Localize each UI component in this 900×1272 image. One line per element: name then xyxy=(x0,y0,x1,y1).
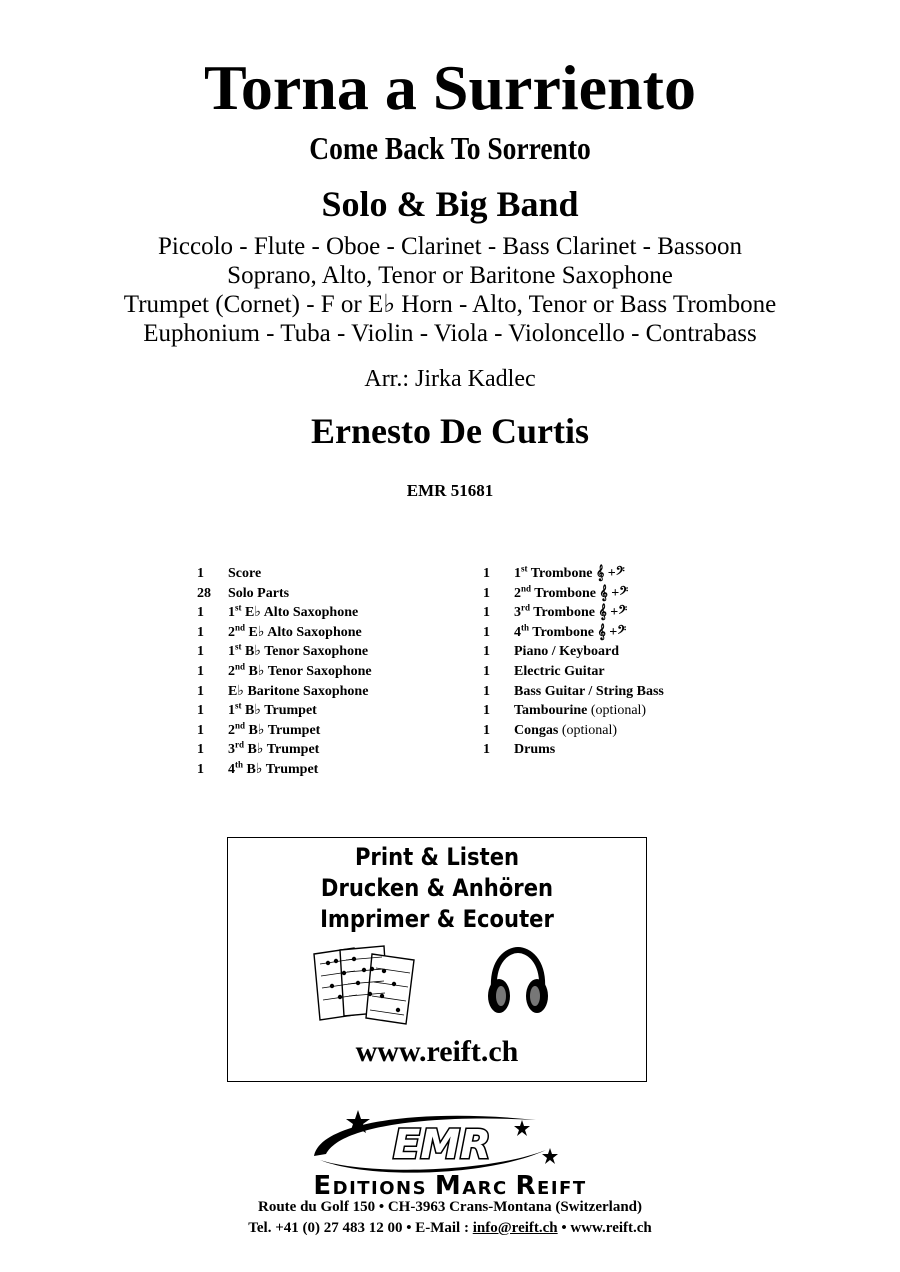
part-instrument: Tenor Saxophone xyxy=(267,663,372,679)
clef-icon: 𝄞 +𝄢 xyxy=(599,585,629,601)
part-row xyxy=(197,584,372,604)
part-instrument: Trombone xyxy=(532,624,594,640)
part-name xyxy=(514,603,627,623)
part-ordinal-suffix: st xyxy=(235,641,242,652)
part-quantity: 1 xyxy=(483,624,490,640)
part-name xyxy=(514,682,664,702)
part-name xyxy=(228,564,261,584)
logo-text: EMR xyxy=(393,1122,491,1168)
part-instrument: Trumpet xyxy=(264,703,317,719)
part-ordinal-suffix: st xyxy=(235,700,242,711)
part-quantity: 1 xyxy=(197,624,204,640)
sheet-music-icon xyxy=(310,944,422,1028)
part-row xyxy=(197,721,372,741)
part-instrument: Congas xyxy=(514,722,559,738)
part-row xyxy=(483,662,664,682)
part-ordinal: 3 xyxy=(514,605,521,621)
part-key: B♭ xyxy=(248,663,265,679)
part-quantity: 1 xyxy=(197,644,204,660)
part-name xyxy=(514,721,617,741)
part-optional: (optional) xyxy=(590,703,647,719)
part-quantity: 1 xyxy=(197,605,204,621)
part-row xyxy=(197,603,372,623)
clef-icon: 𝄞 +𝄢 xyxy=(598,605,628,621)
publisher-contact xyxy=(0,1219,900,1237)
publisher-name: EDITIONS MARC REIFT xyxy=(313,1171,587,1201)
part-ordinal: 2 xyxy=(228,624,235,640)
promo-line: Drucken & Anhören xyxy=(320,874,554,902)
part-quantity: 1 xyxy=(197,566,204,581)
part-row xyxy=(483,701,664,721)
part-row xyxy=(483,721,664,741)
part-quantity: 1 xyxy=(197,742,204,758)
part-quantity: 1 xyxy=(483,722,490,738)
promo-line: Imprimer & Ecouter xyxy=(320,905,554,933)
instrument-line: Trumpet (Cornet) - F or E♭ Horn - Alto, Tenor or Bass Trombone xyxy=(123,291,777,318)
part-ordinal-suffix: rd xyxy=(235,739,244,750)
part-row xyxy=(197,682,372,702)
part-ordinal: 1 xyxy=(514,566,521,581)
part-name xyxy=(228,603,358,623)
star-icon xyxy=(542,1148,558,1164)
parts-list-right xyxy=(483,564,664,760)
part-ordinal-suffix: nd xyxy=(235,720,246,731)
part-name xyxy=(514,564,625,584)
part-ordinal: 2 xyxy=(228,722,235,738)
part-key: E♭ xyxy=(228,683,244,699)
part-row xyxy=(197,740,372,760)
part-ordinal: 3 xyxy=(228,742,235,758)
instrument-line: Piccolo - Flute - Oboe - Clarinet - Bass Clarinet - Bassoon xyxy=(158,233,742,260)
part-quantity: 1 xyxy=(483,585,490,601)
part-row xyxy=(483,642,664,662)
part-row xyxy=(483,682,664,702)
part-quantity: 1 xyxy=(483,605,490,621)
part-ordinal: 4 xyxy=(228,761,235,777)
part-ordinal-suffix: rd xyxy=(521,602,530,613)
part-ordinal: 1 xyxy=(228,703,235,719)
part-instrument: Bass Guitar / String Bass xyxy=(514,683,664,699)
publisher-address: Route du Golf 150 • CH-3963 Crans-Montana (Switzerland) xyxy=(258,1199,642,1215)
part-row xyxy=(197,662,372,682)
subtitle: Come Back To Sorrento xyxy=(309,130,591,166)
catalog-number: EMR 51681 xyxy=(406,481,494,500)
part-row xyxy=(483,623,664,643)
part-quantity: 1 xyxy=(197,663,204,679)
part-row xyxy=(197,760,372,780)
part-quantity: 1 xyxy=(197,761,204,777)
part-instrument: Trombone xyxy=(530,566,593,581)
part-key: E♭ xyxy=(248,624,265,640)
part-ordinal-suffix: nd xyxy=(235,661,246,672)
part-ordinal-suffix: th xyxy=(235,759,244,770)
part-row xyxy=(483,564,664,584)
website-link[interactable]: www.reift.ch xyxy=(355,1035,519,1068)
part-name xyxy=(514,662,605,682)
part-row xyxy=(197,642,372,662)
part-ordinal: 2 xyxy=(228,663,235,679)
part-quantity: 1 xyxy=(197,683,204,699)
part-name xyxy=(228,740,319,760)
part-instrument: Piano / Keyboard xyxy=(514,644,620,660)
part-instrument: Trombone xyxy=(534,585,596,601)
star-icon xyxy=(514,1120,530,1136)
part-instrument: Trumpet xyxy=(267,722,321,738)
instrument-line: Soprano, Alto, Tenor or Baritone Saxophone xyxy=(227,262,673,289)
part-quantity: 28 xyxy=(197,585,211,601)
part-quantity: 1 xyxy=(483,644,490,660)
parts-list-left xyxy=(197,564,372,780)
part-key: B♭ xyxy=(247,742,264,758)
part-instrument: Drums xyxy=(514,742,556,758)
part-row xyxy=(197,623,372,643)
emr-logo xyxy=(300,1106,570,1180)
ensemble-heading: Solo & Big Band xyxy=(321,184,579,224)
part-instrument: Tambourine xyxy=(514,703,588,719)
part-ordinal-suffix: st xyxy=(521,563,528,574)
part-ordinal: 2 xyxy=(514,585,521,601)
email-link[interactable]: info@reift.ch xyxy=(472,1220,558,1236)
part-instrument: Solo Parts xyxy=(228,585,290,601)
part-name xyxy=(228,721,320,741)
part-name xyxy=(514,642,619,662)
part-quantity: 1 xyxy=(483,566,490,581)
part-row xyxy=(197,564,372,584)
part-name xyxy=(228,642,368,662)
part-quantity: 1 xyxy=(483,742,490,758)
part-row xyxy=(483,584,664,604)
part-instrument: Alto Saxophone xyxy=(267,624,362,640)
part-quantity: 1 xyxy=(483,663,490,679)
part-instrument: Score xyxy=(228,566,262,581)
promo-line: Print & Listen xyxy=(354,843,520,871)
part-name xyxy=(514,701,646,721)
part-name xyxy=(514,584,628,604)
headphones-icon xyxy=(486,946,550,1018)
part-quantity: 1 xyxy=(197,703,204,719)
telephone: Tel. +41 (0) 27 483 12 00 • E-Mail : xyxy=(248,1220,473,1236)
part-ordinal: 4 xyxy=(514,624,521,640)
part-key: B♭ xyxy=(245,703,261,719)
part-name xyxy=(228,623,362,643)
part-name xyxy=(228,682,368,702)
part-ordinal-suffix: nd xyxy=(521,582,532,593)
part-instrument: Trumpet xyxy=(266,742,320,758)
part-instrument: Tenor Saxophone xyxy=(264,644,369,660)
part-quantity: 1 xyxy=(197,722,204,738)
clef-icon: 𝄞 +𝄢 xyxy=(595,566,625,581)
part-name xyxy=(514,623,626,643)
website-text: • www.reift.ch xyxy=(557,1220,652,1236)
part-key: B♭ xyxy=(248,722,265,738)
clef-icon: 𝄞 +𝄢 xyxy=(597,624,627,640)
part-key: E♭ xyxy=(245,605,261,621)
instrument-line: Euphonium - Tuba - Violin - Viola - Violoncello - Contrabass xyxy=(143,320,757,347)
part-ordinal: 1 xyxy=(228,605,235,621)
part-name xyxy=(228,662,372,682)
part-ordinal-suffix: nd xyxy=(235,622,246,633)
part-instrument: Trombone xyxy=(533,605,595,621)
part-instrument: Trumpet xyxy=(265,761,319,777)
part-key: B♭ xyxy=(246,761,263,777)
composer: Ernesto De Curtis xyxy=(311,411,589,451)
part-key: B♭ xyxy=(245,644,261,660)
title: Torna a Surriento xyxy=(204,52,696,123)
part-ordinal: 1 xyxy=(228,644,235,660)
part-instrument: Electric Guitar xyxy=(514,663,605,679)
part-instrument: Alto Saxophone xyxy=(263,605,359,621)
part-quantity: 1 xyxy=(483,703,490,719)
part-row xyxy=(197,701,372,721)
part-name xyxy=(228,701,317,721)
part-optional: (optional) xyxy=(561,722,618,738)
part-name xyxy=(228,584,289,604)
part-ordinal-suffix: th xyxy=(521,622,530,633)
part-name xyxy=(514,740,555,760)
part-name xyxy=(228,760,318,780)
part-instrument: Baritone Saxophone xyxy=(247,683,369,699)
arranger: Arr.: Jirka Kadlec xyxy=(364,366,536,392)
print-listen-box xyxy=(227,837,647,1082)
part-row xyxy=(483,740,664,760)
part-ordinal-suffix: st xyxy=(235,602,242,613)
part-quantity: 1 xyxy=(483,683,490,699)
part-row xyxy=(483,603,664,623)
